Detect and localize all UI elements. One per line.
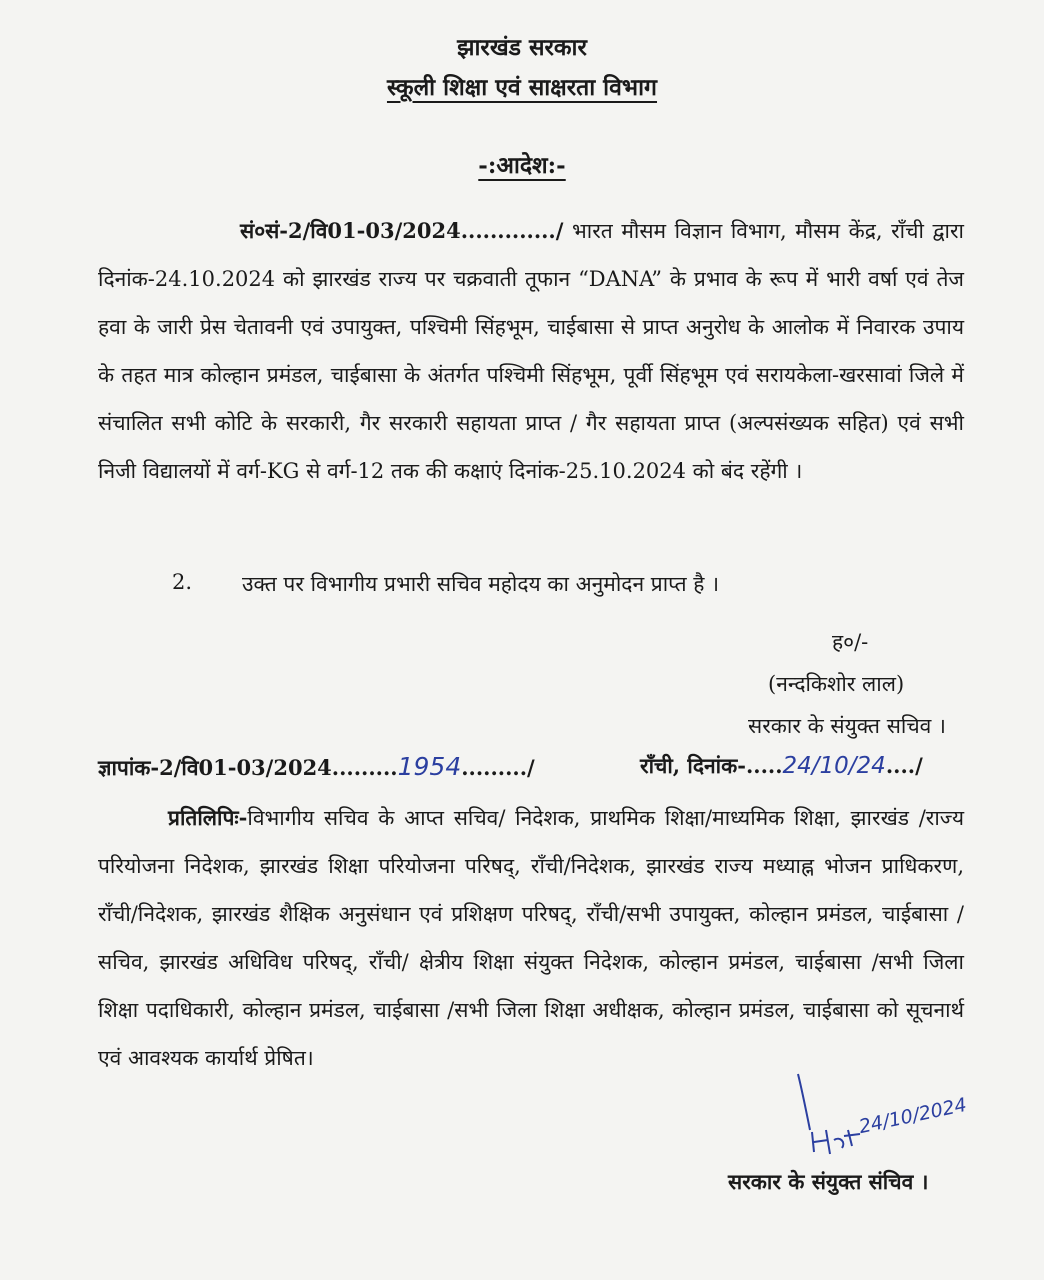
memo-dots: ......... <box>331 755 398 780</box>
order-paragraph <box>98 207 964 495</box>
copy-label: प्रतिलिपिः- <box>168 805 248 830</box>
government-title: झारखंड सरकार <box>457 34 587 61</box>
date-dots: ..... <box>745 753 783 778</box>
copy-body: विभागीय सचिव के आप्त सचिव/ निदेशक, प्राथमिक शिक्षा/माध्यमिक शिक्षा, झारखंड /राज्य परियोजना निदेशक, झारखंड शिक्षा परियोजना परिषद्, राँची/निदेशक, झारखंड राज्य मध्याह्न भोजन प्राधिकरण, राँची/निदेशक, झारखंड शैक्षिक अनुसंधान एवं प्रशिक्षण परिषद्, राँची/सभी उपायुक्त, कोल्हान प्रमंडल, चाईबासा /सचिव, झारखंड अधिविध परिषद्, राँची/ क्षेत्रीय शिक्षा संयुक्त निदेशक, कोल्हान प्रमंडल, चाईबासा /सभी जिला शिक्षा पदाधिकारी, कोल्हान प्रमंडल, चाईबासा /सभी जिला शिक्षा अधीक्षक, कोल्हान प्रमंडल, चाईबासा को सूचनार्थ एवं आवश्यक कार्यार्थ प्रेषित। <box>98 806 964 1070</box>
memo-handwritten-number: 1954 <box>397 752 462 781</box>
order-body: भारत मौसम विज्ञान विभाग, मौसम केंद्र, राँची द्वारा दिनांक-24.10.2024 को झारखंड राज्य पर चक्रवाती तूफान “DANA” के प्रभाव के रूप में भारी वर्षा एवं तेज हवा के जारी प्रेस चेतावनी एवं उपायुक्त, पश्चिमी सिंहभूम, चाईबासा से प्राप्त अनुरोध के आलोक में निवारक उपाय के तहत मात्र कोल्हान प्रमंडल, चाईबासा के अंतर्गत पश्चिमी सिंहभूम, पूर्वी सिंहभूम एवं सरायकेला-खरसावां जिले में संचालित सभी कोटि के सरकारी, गैर सरकारी सहायता प्राप्त / गैर सहायता प्राप्त (अल्पसंख्यक सहित) एवं सभी निजी विद्यालयों में वर्ग-KG से वर्ग-12 तक की कक्षाएं दिनांक-25.10.2024 को बंद रहेंगी । <box>98 219 964 483</box>
order-heading <box>0 148 1044 180</box>
order-ref-number: सं०सं-2/वि01-03/2024............./ <box>240 218 564 243</box>
copy-paragraph <box>98 794 964 1082</box>
signed-mark: ह०/- <box>832 630 869 654</box>
date-dots-end: ..../ <box>885 753 923 778</box>
place-date-label: राँची, दिनांक- <box>640 753 746 778</box>
memo-number <box>98 752 535 782</box>
department-name: स्कूली शिक्षा एवं साक्षरता विभाग <box>386 74 658 101</box>
point-2-text: उक्त पर विभागीय प्रभारी सचिव महोदय का अनुमोदन प्राप्त है । <box>242 572 720 596</box>
order-title: -:आदेश:- <box>478 152 566 179</box>
memo-label: ज्ञापांक-2/वि01-03/2024 <box>98 755 332 780</box>
memo-place-date <box>640 752 923 780</box>
department-title <box>0 70 1044 102</box>
memo-dots-end: ........./ <box>461 755 535 780</box>
signatory-designation: सरकार के संयुक्त सचिव । <box>748 714 946 738</box>
signature-date: 24/10/2024 <box>856 1093 969 1139</box>
point-2-number: 2. <box>172 570 193 594</box>
final-designation: सरकार के संयुक्त संचिव । <box>728 1169 929 1194</box>
handwritten-date: 24/10/24 <box>782 753 886 779</box>
signatory-name: (नन्दकिशोर लाल) <box>768 672 905 696</box>
